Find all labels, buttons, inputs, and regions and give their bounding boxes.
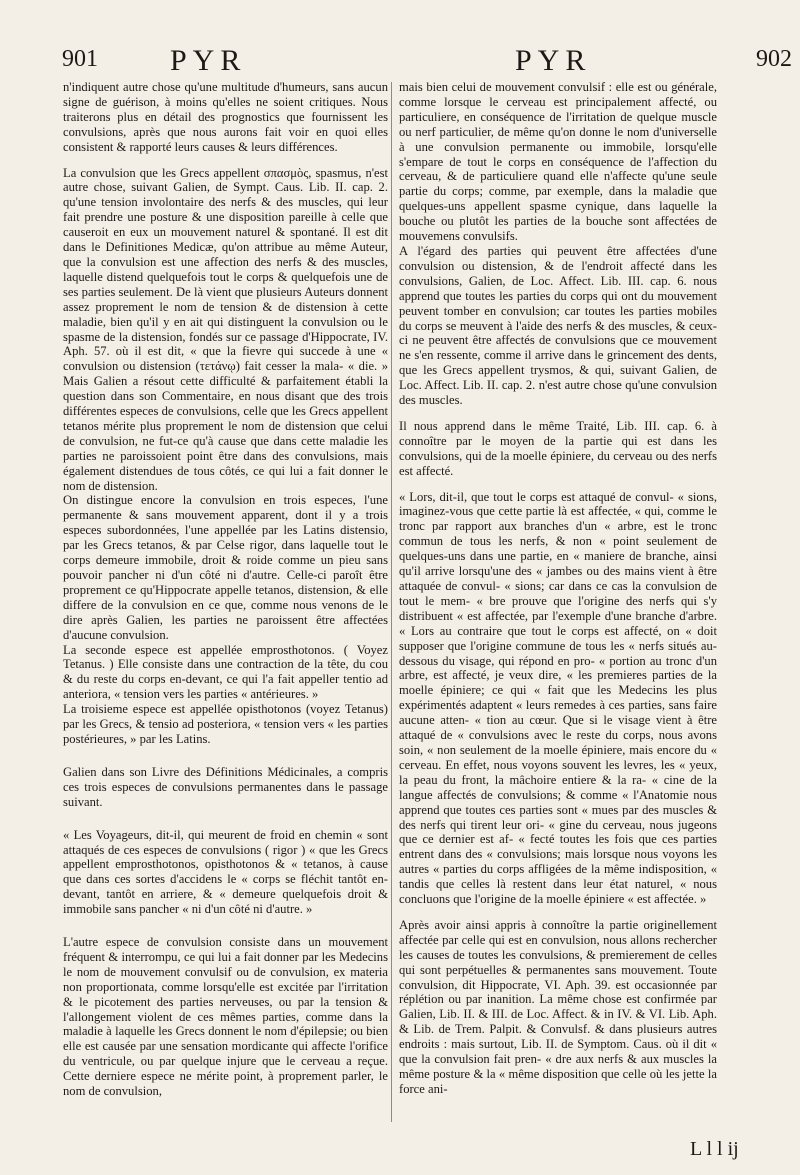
left-column — [63, 80, 388, 1099]
running-title-left: PYR — [170, 44, 247, 77]
paragraph: On distingue encore la convulsion en trois especes, l'une permanente & sans mouvement apparent, dont il y a trois especes subordonnées, l'une appellée par les Latins distensio, par les Grecs tetanos, & par Celse rigor, dans laquelle tout le corps demeure immobile, droit & roide comme un pieu sans pouvoir pancher ni d'un côté ni d'autre. Celle-ci paroît être proprement ce qu'Hippocrate appelle tetanos, distension, & elle differe de la convulsion en ce que, comme nous venons de le dire après Galien, les parties ne paroissent être affectées d'aucune convulsion. — [63, 493, 388, 642]
right-column — [399, 80, 717, 1097]
signature-mark: L l l ij — [690, 1138, 739, 1160]
paragraph: Galien dans son Livre des Définitions Médicinales, a compris ces trois especes de convulsions permanentes dans le passage suivant. — [63, 764, 388, 809]
page-number-right: 902 — [756, 46, 792, 72]
paragraph: La seconde espece est appellée emprosthotonos. ( Voyez Tetanus. ) Elle consiste dans une contraction de la tête, du cou & du reste du corps en-devant, ce qui l'a fait appeller tentio ad anteriora, « tension vers les parties « antérieures. » — [63, 642, 388, 702]
running-header — [0, 44, 800, 78]
paragraph: La troisieme espece est appellée opisthotonos (voyez Tetanus) par les Grecs, & tensio ad posteriora, « tension vers « les parties postérieures, » par les Latins. — [63, 702, 388, 746]
paragraph: La convulsion que les Grecs appellent σπασμὸς, spasmus, n'est autre chose, suivant Galien, de Sympt. Caus. Lib. II. cap. 2. qu'une tension involontaire des nerfs & des muscles, qui leur fait prendre une posture & une disposition pareille à celle que causeroit en eux un mouvement naturel & spontané. Il est dit dans le Definitiones Medicæ, qu'on attribue au même Auteur, que la convulsion est une affection des nerfs & des muscles, laquelle distend quelquefois tout le corps & quelquefois une de ses parties seulement. De là vient que plusieurs Auteurs donnent assez proprement le nom de tension & de distension à cette maladie, bien qu'il y en ait qui distinguent la convulsion ou le spasme de la distension, fondés sur ce passage d'Hippocrate, IV. Aph. 57. où il est dit, « que la fievre qui succede à une « convulsion ou distension (τετάνῳ) fait cesser la mala- « die. » Mais Galien a résout cette difficulté & parfaitement établi la question dans son Commentaire, en nous disant que des trois différentes especes de convulsions, celle que les Grecs appellent tetanos mérite plus proprement le nom de distension que celui de convulsion, ne fut-ce qu'à cause que dans cette maladie les parties ne paroissoient point être dans des convulsions, mais également distendues de tous côtés, ce qui lui a fait donner le nom de distension. — [63, 165, 388, 493]
column-divider — [391, 82, 392, 1122]
quotation: « Les Voyageurs, dit-il, qui meurent de froid en chemin « sont attaqués de ces especes de convulsions ( rigor ) « que les Grecs appellent emprosthotonos, opisthotonos & « tetanos, à cause que dans ces sortes d'accidens le « corps se fléchit tantôt en-devant, tantôt en arriere, & « demeure quelquefois droit & immobile sans pancher « ni d'un côté ni d'autre. » — [63, 827, 388, 917]
paragraph: n'indiquent autre chose qu'une multitude d'humeurs, sans aucun signe de guérison, à moins qu'elles ne soient critiques. Nous traiterons plus en détail des prognostics que fournissent les convulsions, après que nous aurons fait voir en quoi elles consistent & rapporté leurs causes & leurs différences. — [63, 80, 388, 154]
quotation: « Lors, dit-il, que tout le corps est attaqué de convul- « sions, imaginez-vous que cette partie là est affectée, « qui, comme le tronc par rapport aux branches d'un « arbre, est le tronc commun de tous les nerfs, & non « point seulement de quelques-uns dans une partie, en « maniere de branche, ainsi qu'il arrive lorsqu'une des « jambes ou des mains vient à être attaquée de convul- « sions; car dans ce cas la convulsion de tout le mem- « bre prouve que l'origine des nerfs qui s'y distribuent « est affectée, par l'exemple d'une branche d'arbre. « Lors au contraire que tout le corps est affecté, on « doit supposer que l'origine commune de tous les « nerfs situés au-dessous du visage, qui répond en pro- « portion au tronc d'un arbre, est affecté, je veux dire, « les premieres parties de la moelle épiniere; ce qui « fait que les Medecins les plus expérimentés adaptent « leurs remedes à ces parties, sans faire aucune atten- « tion au cœur. Que si le visage vient à être attaqué de « convulsions avec le reste du corps, nous avons soin, « non seulement de la moelle épiniere, mais encore du « cerveau. En effet, nous voyons souvent les levres, les « yeux, la peau du front, la mâchoire entiere & la ra- « cine de la langue affectés de convulsions; & comme « l'Anatomie nous apprend que toutes ces parties sont « mues par des muscles & des nerfs qui tirent leur ori- « gine du cerveau, nous jugeons que ce dernier est af- « fecté toutes les fois que ces parties entrent dans des « convulsions; mais lorsque nous voyons les autres « parties du corps affligées de la même indisposition, « tandis que celles là restent dans leur état naturel, « nous concluons que l'origine de la moelle épiniere « est affectée. » — [399, 489, 717, 907]
paragraph: Après avoir ainsi appris à connoître la partie originellement affectée par celle qui est en convulsion, nous allons rechercher les causes de toutes les convulsions, & premierement de celles qui sont perpétuelles & permanentes sans mouvement. Toute convulsion, dit Hippocrate, VI. Aph. 39. est occasionnée par réplétion ou par inanition. La même chose est confirmée par Galien, Lib. II. & III. de Loc. Affect. & in IV. & VI. Lib. Aph. & Lib. de Trem. Palpit. & Convulsf. & dans plusieurs autres endroits : mais surtout, Lib. II. de Symptom. Caus. où il dit « que la convulsion fait pren- « dre aux nerfs & aux muscles la même posture & la « même disposition que celle où les jette la force ani- — [399, 917, 717, 1096]
paragraph: Il nous apprend dans le même Traité, Lib. III. cap. 6. à connoître par le moyen de la partie qui est dans les convulsions, qui de la moelle épiniere, du cerveau ou des nerfs est affecté. — [399, 418, 717, 478]
paragraph: mais bien celui de mouvement convulsif : elle est ou générale, comme lorsque le cerveau est principalement affecté, ou particuliere, en conséquence de l'irritation de quelque muscle ou nerf particulier, de même qu'on donne le nom d'universelle à une convulsion permanente ou immobile, lorsqu'elle s'empare de tout le corps en conséquence de l'affection du cerveau, & de particuliere quand elle n'affecte qu'une seule partie du corps; comme, par exemple, dans la maladie que quelques-uns appellent spasme cynique, dans laquelle la bouche ou plutôt les parties de la bouche sont affectées de mouvemens convulsifs. — [399, 80, 717, 244]
running-title-right: PYR — [515, 44, 592, 77]
paragraph: L'autre espece de convulsion consiste dans un mouvement fréquent & interrompu, ce qui lui a fait donner par les Medecins le nom de mouvement convulsif ou de convulsion, ex materia non proportionata, comme lorsqu'elle est excitée par l'irritation & le picotement des parties nerveuses, ou par la tension & l'allongement violent de ces mêmes parties, comme dans la maladie à laquelle les Grecs donnent le nom d'épilepsie; ou bien elle est causée par une sensation mordicante qui affecte l'orifice du ventricule, ou par quelque injure que le cerveau a reçue. Cette derniere espece ne mérite point, à proprement parler, le nom de convulsion, — [63, 935, 388, 1099]
paragraph: A l'égard des parties qui peuvent être affectées d'une convulsion ou distension, & de l'endroit affecté dans les convulsions, Galien, de Loc. Affect. Lib. III. cap. 6. nous apprend que toutes les parties du corps qui ont du mouvement peuvent tomber en convulsion; car toutes les parties mobiles du corps se meuvent à l'aide des nerfs & des muscles, & ceux-ci ne peuvent être affectés de convulsions que ce mouvement ne s'en ressente, comme il arrive dans le grincement des dents, que les Grecs appellent trysmos, & qui, suivant Galien, de Loc. Affect. Lib. II. cap. 2. n'est autre chose qu'une convulsion des muscles. — [399, 243, 717, 408]
page-number-left: 901 — [62, 46, 98, 72]
